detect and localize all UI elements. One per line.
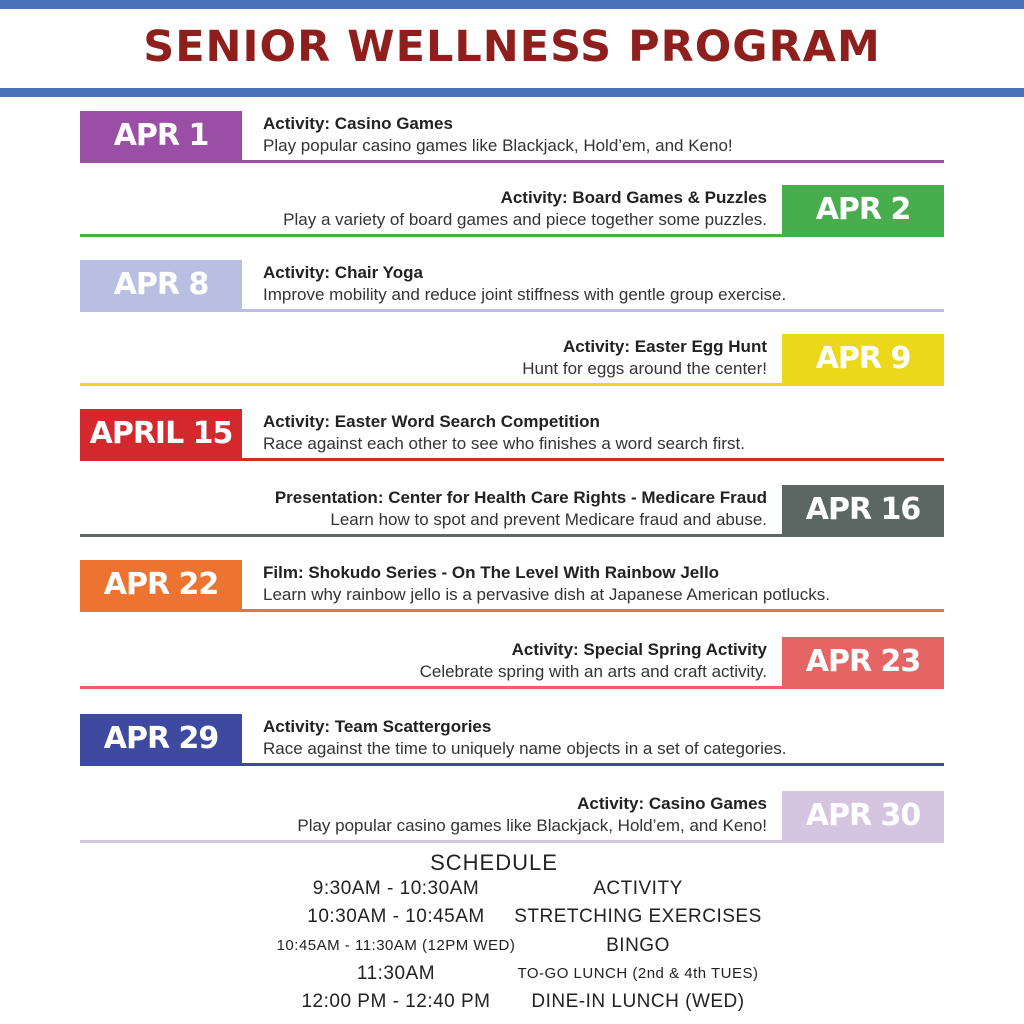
event-text	[263, 716, 787, 760]
schedule-row	[0, 906, 1024, 934]
event-date-badge: APR 8	[80, 260, 242, 309]
event-row	[80, 637, 944, 689]
event-text	[263, 562, 830, 606]
event-text	[263, 411, 745, 455]
event-date-badge: APR 16	[782, 485, 944, 534]
event-underline	[80, 309, 944, 312]
event-text	[522, 336, 767, 380]
event-text	[297, 793, 767, 837]
event-underline	[80, 686, 944, 689]
schedule-activity: BINGO	[606, 935, 670, 956]
event-heading: Activity: Chair Yoga	[263, 263, 423, 282]
event-description: Play popular casino games like Blackjack, Hold’em, and Keno!	[263, 136, 733, 155]
event-row	[80, 260, 944, 312]
schedule-row	[0, 991, 1024, 1019]
page-title: SENIOR WELLNESS PROGRAM	[143, 22, 881, 72]
schedule-row	[0, 878, 1024, 906]
event-underline	[80, 609, 944, 612]
title-border-rule	[0, 88, 1024, 97]
event-description: Play a variety of board games and piece together some puzzles.	[283, 210, 767, 229]
event-underline	[80, 840, 944, 843]
event-description: Play popular casino games like Blackjack, Hold’em, and Keno!	[297, 816, 767, 835]
event-text	[420, 639, 767, 683]
event-row	[80, 409, 944, 461]
schedule-time: 10:30AM - 10:45AM	[307, 906, 485, 927]
event-heading: Activity: Team Scattergories	[263, 717, 492, 736]
event-heading: Film: Shokudo Series - On The Level With Rainbow Jello	[263, 563, 720, 582]
schedule-title: SCHEDULE	[430, 850, 558, 875]
event-underline	[80, 160, 944, 163]
event-description: Race against the time to uniquely name objects in a set of categories.	[263, 739, 787, 758]
schedule-row	[0, 935, 1024, 963]
schedule-activity: DINE-IN LUNCH (WED)	[531, 991, 745, 1012]
event-row	[80, 185, 944, 237]
event-description: Learn why rainbow jello is a pervasive dish at Japanese American potlucks.	[263, 585, 830, 604]
event-date-badge: APR 2	[782, 185, 944, 234]
event-heading: Activity: Casino Games	[577, 794, 767, 813]
event-text	[283, 187, 767, 231]
event-row	[80, 714, 944, 766]
event-heading: Activity: Special Spring Activity	[511, 640, 767, 659]
event-text	[263, 262, 786, 306]
schedule-time: 11:30AM	[356, 963, 436, 984]
event-row	[80, 485, 944, 537]
event-row	[80, 111, 944, 163]
event-underline	[80, 534, 944, 537]
event-heading: Activity: Casino Games	[263, 114, 453, 133]
event-row	[80, 334, 944, 386]
event-row	[80, 560, 944, 612]
event-underline	[80, 383, 944, 386]
event-date-badge: APR 1	[80, 111, 242, 160]
event-text	[263, 113, 733, 157]
event-description: Improve mobility and reduce joint stiffness with gentle group exercise.	[263, 285, 787, 304]
event-text	[275, 487, 767, 531]
schedule-time: 12:00 PM - 12:40 PM	[301, 991, 491, 1012]
event-description: Hunt for eggs around the center!	[522, 359, 767, 378]
event-underline	[80, 458, 944, 461]
schedule-activity: ACTIVITY	[593, 878, 683, 899]
event-description: Learn how to spot and prevent Medicare fraud and abuse.	[330, 510, 767, 529]
schedule-activity: STRETCHING EXERCISES	[514, 906, 762, 927]
top-border-rule	[0, 0, 1024, 9]
schedule-row	[0, 963, 1024, 991]
event-heading: Activity: Easter Word Search Competition	[263, 412, 600, 431]
event-date-badge: APR 30	[782, 791, 944, 840]
event-row	[80, 791, 944, 843]
event-underline	[80, 234, 944, 237]
event-date-badge: APR 23	[782, 637, 944, 686]
event-description: Celebrate spring with an arts and craft activity.	[419, 662, 767, 681]
schedule-time: 10:45AM - 11:30AM (12PM WED)	[276, 937, 516, 954]
event-heading: Activity: Board Games & Puzzles	[500, 188, 767, 207]
event-date-badge: APR 22	[80, 560, 242, 609]
event-heading: Presentation: Center for Health Care Rights - Medicare Fraud	[274, 488, 767, 507]
event-heading: Activity: Easter Egg Hunt	[562, 337, 767, 356]
event-underline	[80, 763, 944, 766]
schedule-activity: TO-GO LUNCH (2nd & 4th TUES)	[517, 965, 759, 982]
event-description: Race against each other to see who finishes a word search first.	[263, 434, 745, 453]
event-date-badge: APRIL 15	[80, 409, 242, 458]
event-date-badge: APR 29	[80, 714, 242, 763]
event-date-badge: APR 9	[782, 334, 944, 383]
schedule-time: 9:30AM - 10:30AM	[312, 878, 480, 899]
